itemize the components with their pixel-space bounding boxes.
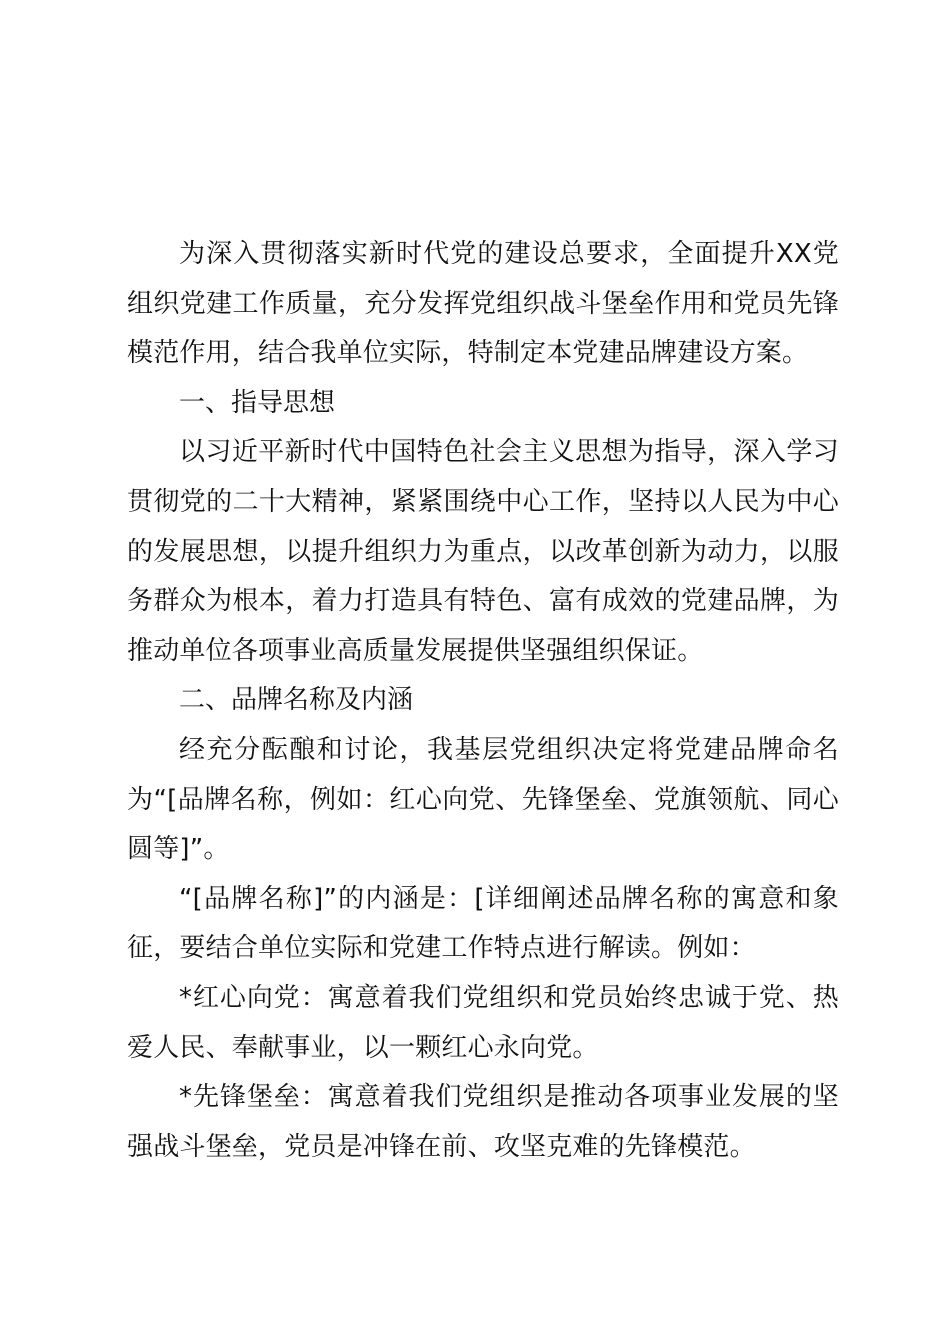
section-heading-brand-name: 二、品牌名称及内涵 [179, 685, 414, 716]
brand-meaning-paragraph: “[品牌名称]”的内涵是：[详细阐述品牌名称的寓意和象征，要结合单位实际和党建工作特点进行解读。例如： [127, 883, 839, 964]
intro-paragraph: 为深入贯彻落实新时代党的建设总要求，全面提升XX党组织党建工作质量，充分发挥党组织战斗堡垒作用和党员先锋模范作用，结合我单位实际，特制定本党建品牌建设方案。 [127, 239, 839, 369]
brand-naming-paragraph: 经充分酝酿和讨论，我基层党组织决定将党建品牌命名为“[品牌名称，例如：红心向党、先锋堡垒、党旗领航、同心圆等]”。 [127, 734, 839, 865]
document-body [127, 230, 839, 1172]
brand-example-red-heart: *红心向党：寓意着我们党组织和党员始终忠诚于党、热爱人民、奉献事业，以一颗红心永向党。 [127, 982, 839, 1063]
section-heading-guiding-ideology: 一、指导思想 [179, 387, 336, 418]
guiding-ideology-paragraph: 以习近平新时代中国特色社会主义思想为指导，深入学习贯彻党的二十大精神，紧紧围绕中心工作，坚持以人民为中心的发展思想，以提升组织力为重点，以改革创新为动力，以服务群众为根本，着力打造具有特色、富有成效的党建品牌，为推动单位各项事业高质量发展提供坚强组织保证。 [127, 437, 839, 666]
brand-example-vanguard: *先锋堡垒：寓意着我们党组织是推动各项事业发展的坚强战斗堡垒，党员是冲锋在前、攻坚克难的先锋模范。 [127, 1082, 839, 1162]
